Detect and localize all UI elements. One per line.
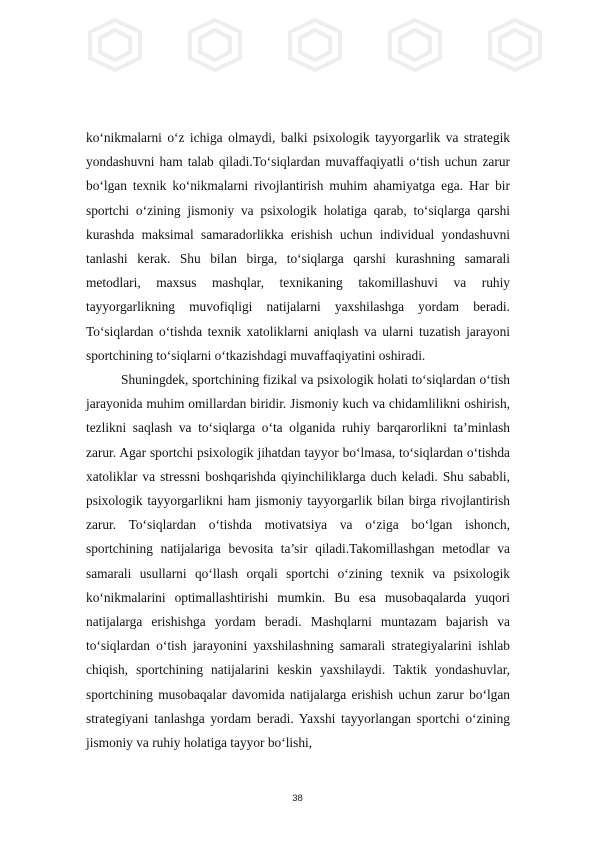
- watermark-shape: [290, 20, 340, 70]
- watermark-shape: [90, 20, 140, 70]
- paragraph-2: Shuningdek, sportchining fizikal va psixologik holati to‘siqlardan o‘tish jarayonida muhim omillardan biridir. Jismoniy kuch va chidamlilikni oshirish, tezlikni saqlash va to‘siqlarga o‘ta olganida ruhiy barqarorlikni ta’minlash zarur. Agar sportchi psixologik jihatdan tayyor bo‘lmasa, to‘siqlardan o‘tishda xatoliklar va stressni boshqarishda qiyinchiliklarga duch keladi. Shu sababli, psixologik tayyorgarlikni ham jismoniy tayyorgarlik bilan birga rivojlantirish zarur. To‘siqlardan o‘tishda motivatsiya va o‘ziga bo‘lgan ishonch, sportchining natijalariga bevosita ta’sir qiladi.Takomillashgan metodlar va samarali usullarni qo‘llash orqali sportchi o‘zining texnik va psixologik ko‘nikmalarini optimallashtirishi mumkin. Bu esa musobaqalarda yuqori natijalarga erishishga yordam beradi. Mashqlarni muntazam bajarish va to‘siqlardan o‘tish jarayonini yaxshilashning samarali strategiyalarini ishlab chiqish, sportchining natijalarini keskin yaxshilaydi. Taktik yondashuvlar, sportchining musobaqalar davomida natijalarga erishish uchun zarur bo‘lgan strategiyani tanlashga yordam beradi. Yaxshi tayyorlangan sportchi o‘zining jismoniy va ruhiy holatiga tayyor bo‘lishi,: [86, 372, 510, 751]
- watermark-shape: [490, 20, 540, 70]
- watermark-shape: [390, 20, 440, 70]
- page-body: [86, 126, 510, 755]
- page-number: 38: [292, 793, 303, 804]
- paragraph-1: ko‘nikmalarni o‘z ichiga olmaydi, balki psixologik tayyorgarlik va strategik yondashuvni ham talab qiladi.To‘siqlardan muvaffaqiyatli o‘tish uchun zarur bo‘lgan texnik ko‘nikmalarni rivojlantirish muhim ahamiyatga ega. Har bir sportchi o‘zining jismoniy va psixologik holatiga qarab, to‘siqlarga qarshi kurashda maksimal samaradorlikka erishish uchun individual yondashuvni tanlashi kerak. Shu bilan birga, to‘siqlarga qarshi kurashning samarali metodlari, maxsus mashqlar, texnikaning takomillashuvi va ruhiy tayyorgarlikning muvofiqligi natijalarni yaxshilashga yordam beradi. To‘siqlardan o‘tishda texnik xatoliklarni aniqlash va ularni tuzatish jarayoni sportchining to‘siqlarni o‘tkazishdagi muvaffaqiyatini oshiradi.: [86, 130, 510, 363]
- watermark-shape: [190, 20, 240, 70]
